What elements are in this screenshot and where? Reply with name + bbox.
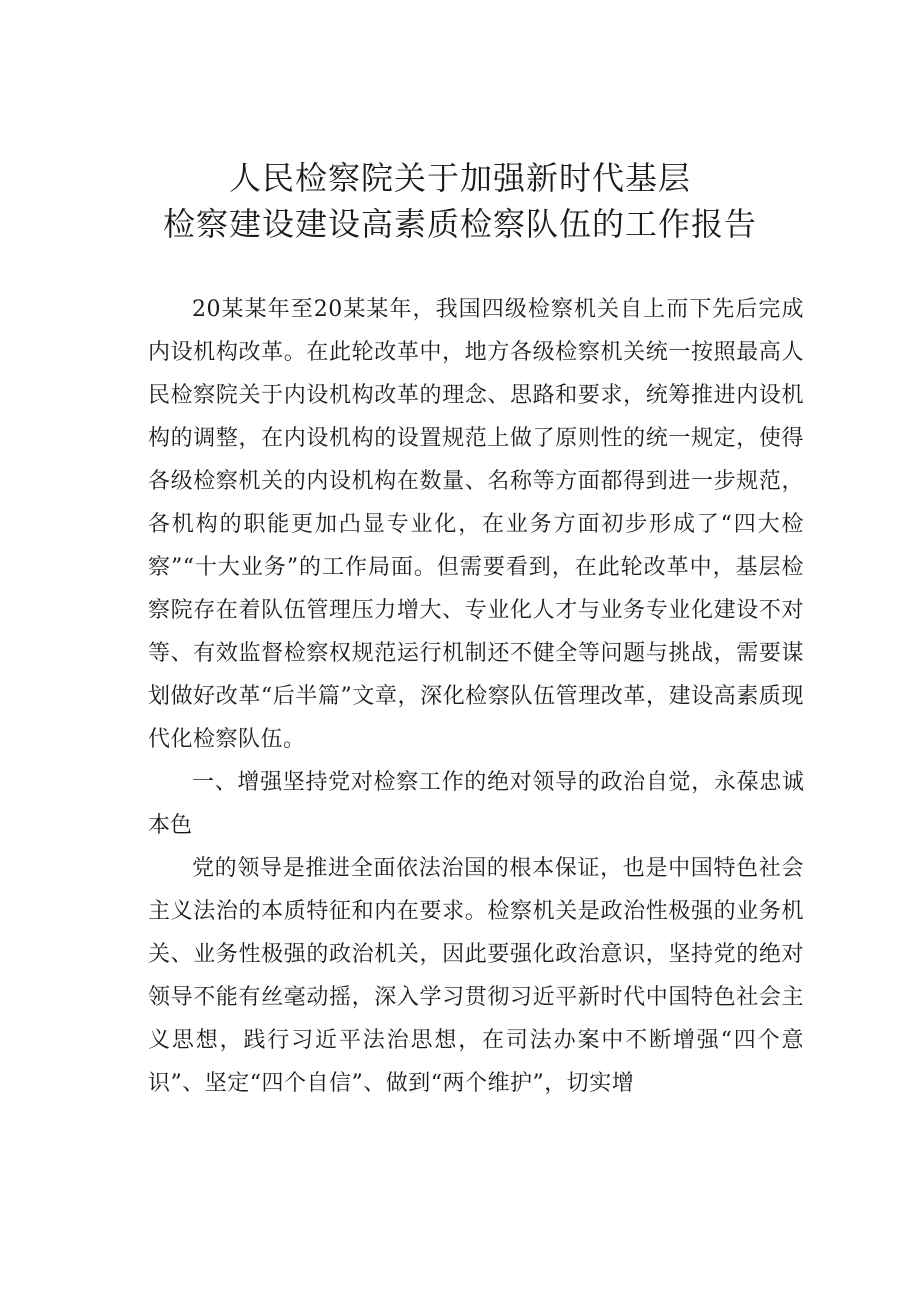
section-heading-1: 一、增强坚持党对检察工作的绝对领导的政治自觉，永葆忠诚本色 — [148, 770, 804, 838]
document-body — [148, 288, 804, 1105]
document-title — [100, 155, 820, 247]
title-line-1: 人民检察院关于加强新时代基层 — [228, 159, 691, 197]
title-line-2: 检察建设建设高素质检察队伍的工作报告 — [162, 205, 757, 243]
body-paragraph-2: 党的领导是推进全面依法治国的根本保证，也是中国特色社会主义法治的本质特征和内在要求。检察机关是政治性极强的业务机关、业务性极强的政治机关，因此要强化政治意识，坚持党的绝对领导不能有丝毫动摇，深入学习贯彻习近平新时代中国特色社会主义思想，践行习近平法治思想，在司法办案中不断增强“四个意识”、坚定“四个自信”、做到“两个维护”，切实增 — [148, 856, 804, 1096]
body-paragraph-1: 20某某年至20某某年，我国四级检察机关自上而下先后完成内设机构改革。在此轮改革中，地方各级检察机关统一按照最高人民检察院关于内设机构改革的理念、思路和要求，统筹推进内设机构的调整，在内设机构的设置规范上做了原则性的统一规定，使得各级检察机关的内设机构在数量、名称等方面都得到进一步规范，各机构的职能更加凸显专业化，在业务方面初步形成了“四大检察”“十大业务”的工作局面。但需要看到，在此轮改革中，基层检察院存在着队伍管理压力增大、专业化人才与业务专业化建设不对等、有效监督检察权规范运行机制还不健全等问题与挑战，需要谋划做好改革“后半篇”文章，深化检察队伍管理改革，建设高素质现代化检察队伍。 — [148, 297, 804, 752]
